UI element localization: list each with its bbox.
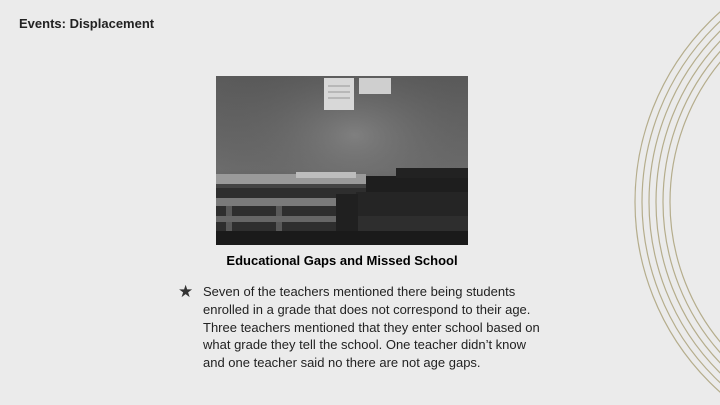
slide-header: Events: Displacement <box>19 16 155 31</box>
image-caption: Educational Gaps and Missed School <box>226 253 458 268</box>
classroom-photo-graphic <box>216 76 468 245</box>
decorative-arcs <box>600 0 720 405</box>
star-icon: ★ <box>178 282 194 301</box>
bullet-text: Seven of the teachers mentioned there being students enrolled in a grade that does not correspond to their age. Three teachers mentioned that they enter school based on what grade they tell the school. One teacher didn’t know and one teacher said no there are not age gaps. <box>203 284 540 371</box>
classroom-photo <box>216 76 468 245</box>
